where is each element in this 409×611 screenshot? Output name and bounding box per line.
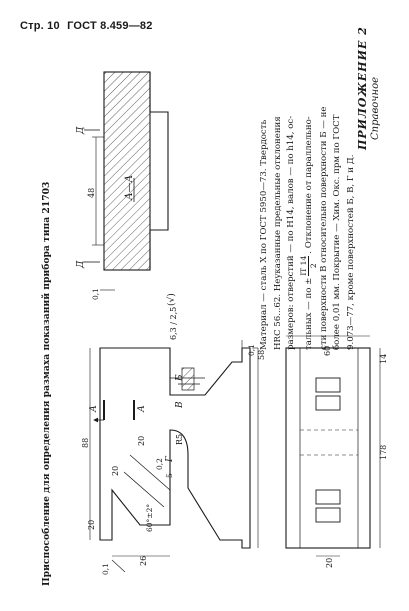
surface-g-label: Г bbox=[165, 456, 175, 462]
dim-88-label: 88 bbox=[81, 437, 90, 448]
note-line: 9.073—77, кроме поверхностей Б, В, Г и Д. bbox=[345, 154, 356, 350]
surface-d-label: Д bbox=[76, 260, 86, 268]
section-body bbox=[104, 72, 150, 270]
top-view bbox=[286, 336, 388, 568]
radius-label: R5 bbox=[175, 433, 184, 445]
dim-58-label: 58 bbox=[257, 349, 266, 360]
dim-01-label: 0,1 bbox=[247, 344, 256, 356]
surface-b-label: Б bbox=[175, 374, 185, 381]
dim-20-label: 20 bbox=[137, 435, 146, 446]
dim-48-label: 48 bbox=[87, 187, 96, 198]
note-line: тальных — по ± IT 14 2 . Отклонение от параллельно- bbox=[298, 116, 318, 350]
figure-caption: Приспособление для определения размаха показаний прибора типа 21703 bbox=[41, 181, 52, 586]
section-label: А—А bbox=[124, 174, 135, 200]
surface-d-label: Д bbox=[76, 126, 86, 134]
bevel-line bbox=[130, 455, 170, 490]
dim-26-label: 26 bbox=[139, 555, 148, 566]
note-line: размеров: отверстий — по Н14, валов — по h14, ос- bbox=[286, 115, 297, 350]
standard-code: ГОСТ 8.459—82 bbox=[67, 20, 153, 32]
slot bbox=[316, 490, 340, 504]
roughness-extra: (√) bbox=[167, 293, 177, 306]
dim-01-label: 0,1 bbox=[101, 563, 110, 575]
bevel-line bbox=[124, 472, 164, 507]
dim-20-label: 20 bbox=[111, 465, 120, 476]
dim-20-label: 20 bbox=[87, 519, 96, 530]
cut-label-a: А bbox=[89, 405, 99, 412]
note-line: HRC 56...62. Неуказанные предельные отклонения bbox=[272, 116, 283, 350]
dim-60-label: 60 bbox=[323, 345, 332, 356]
note-line: Материал — сталь Х по ГОСТ 5950—73. Твердость bbox=[259, 119, 269, 350]
slot bbox=[316, 508, 340, 522]
dim-20-label: 20 bbox=[325, 557, 334, 568]
slot bbox=[316, 378, 340, 392]
surface-v-label: В bbox=[175, 401, 185, 408]
note-line: более 0,01 мм. Покрытие — Хим. Окс. прм по ГОСТ bbox=[332, 114, 343, 350]
dim-02-label: 0,2 bbox=[155, 458, 164, 470]
cut-label-a: А bbox=[137, 405, 147, 412]
section-profile bbox=[150, 72, 168, 270]
section-view-a-a bbox=[76, 72, 168, 300]
angle-label: 60°±2° bbox=[145, 503, 154, 532]
side-view bbox=[81, 293, 266, 575]
appendix-title: ПРИЛОЖЕНИЕ 2 bbox=[356, 26, 369, 150]
dim-01-label: 0,1 bbox=[91, 288, 100, 300]
page-number: Стр. 10 bbox=[20, 20, 60, 32]
roughness-values: 6,3 / 2,5 bbox=[169, 306, 178, 340]
slot bbox=[316, 396, 340, 410]
leader-line bbox=[112, 560, 125, 572]
appendix-subtitle: Справочное bbox=[370, 76, 381, 140]
dim-5-label: 5 bbox=[165, 473, 174, 478]
dim-14-label: 14 bbox=[379, 353, 388, 364]
note-line: сти поверхности В относительно поверхности Б — не bbox=[318, 106, 329, 350]
dim-178-label: 178 bbox=[379, 444, 388, 460]
